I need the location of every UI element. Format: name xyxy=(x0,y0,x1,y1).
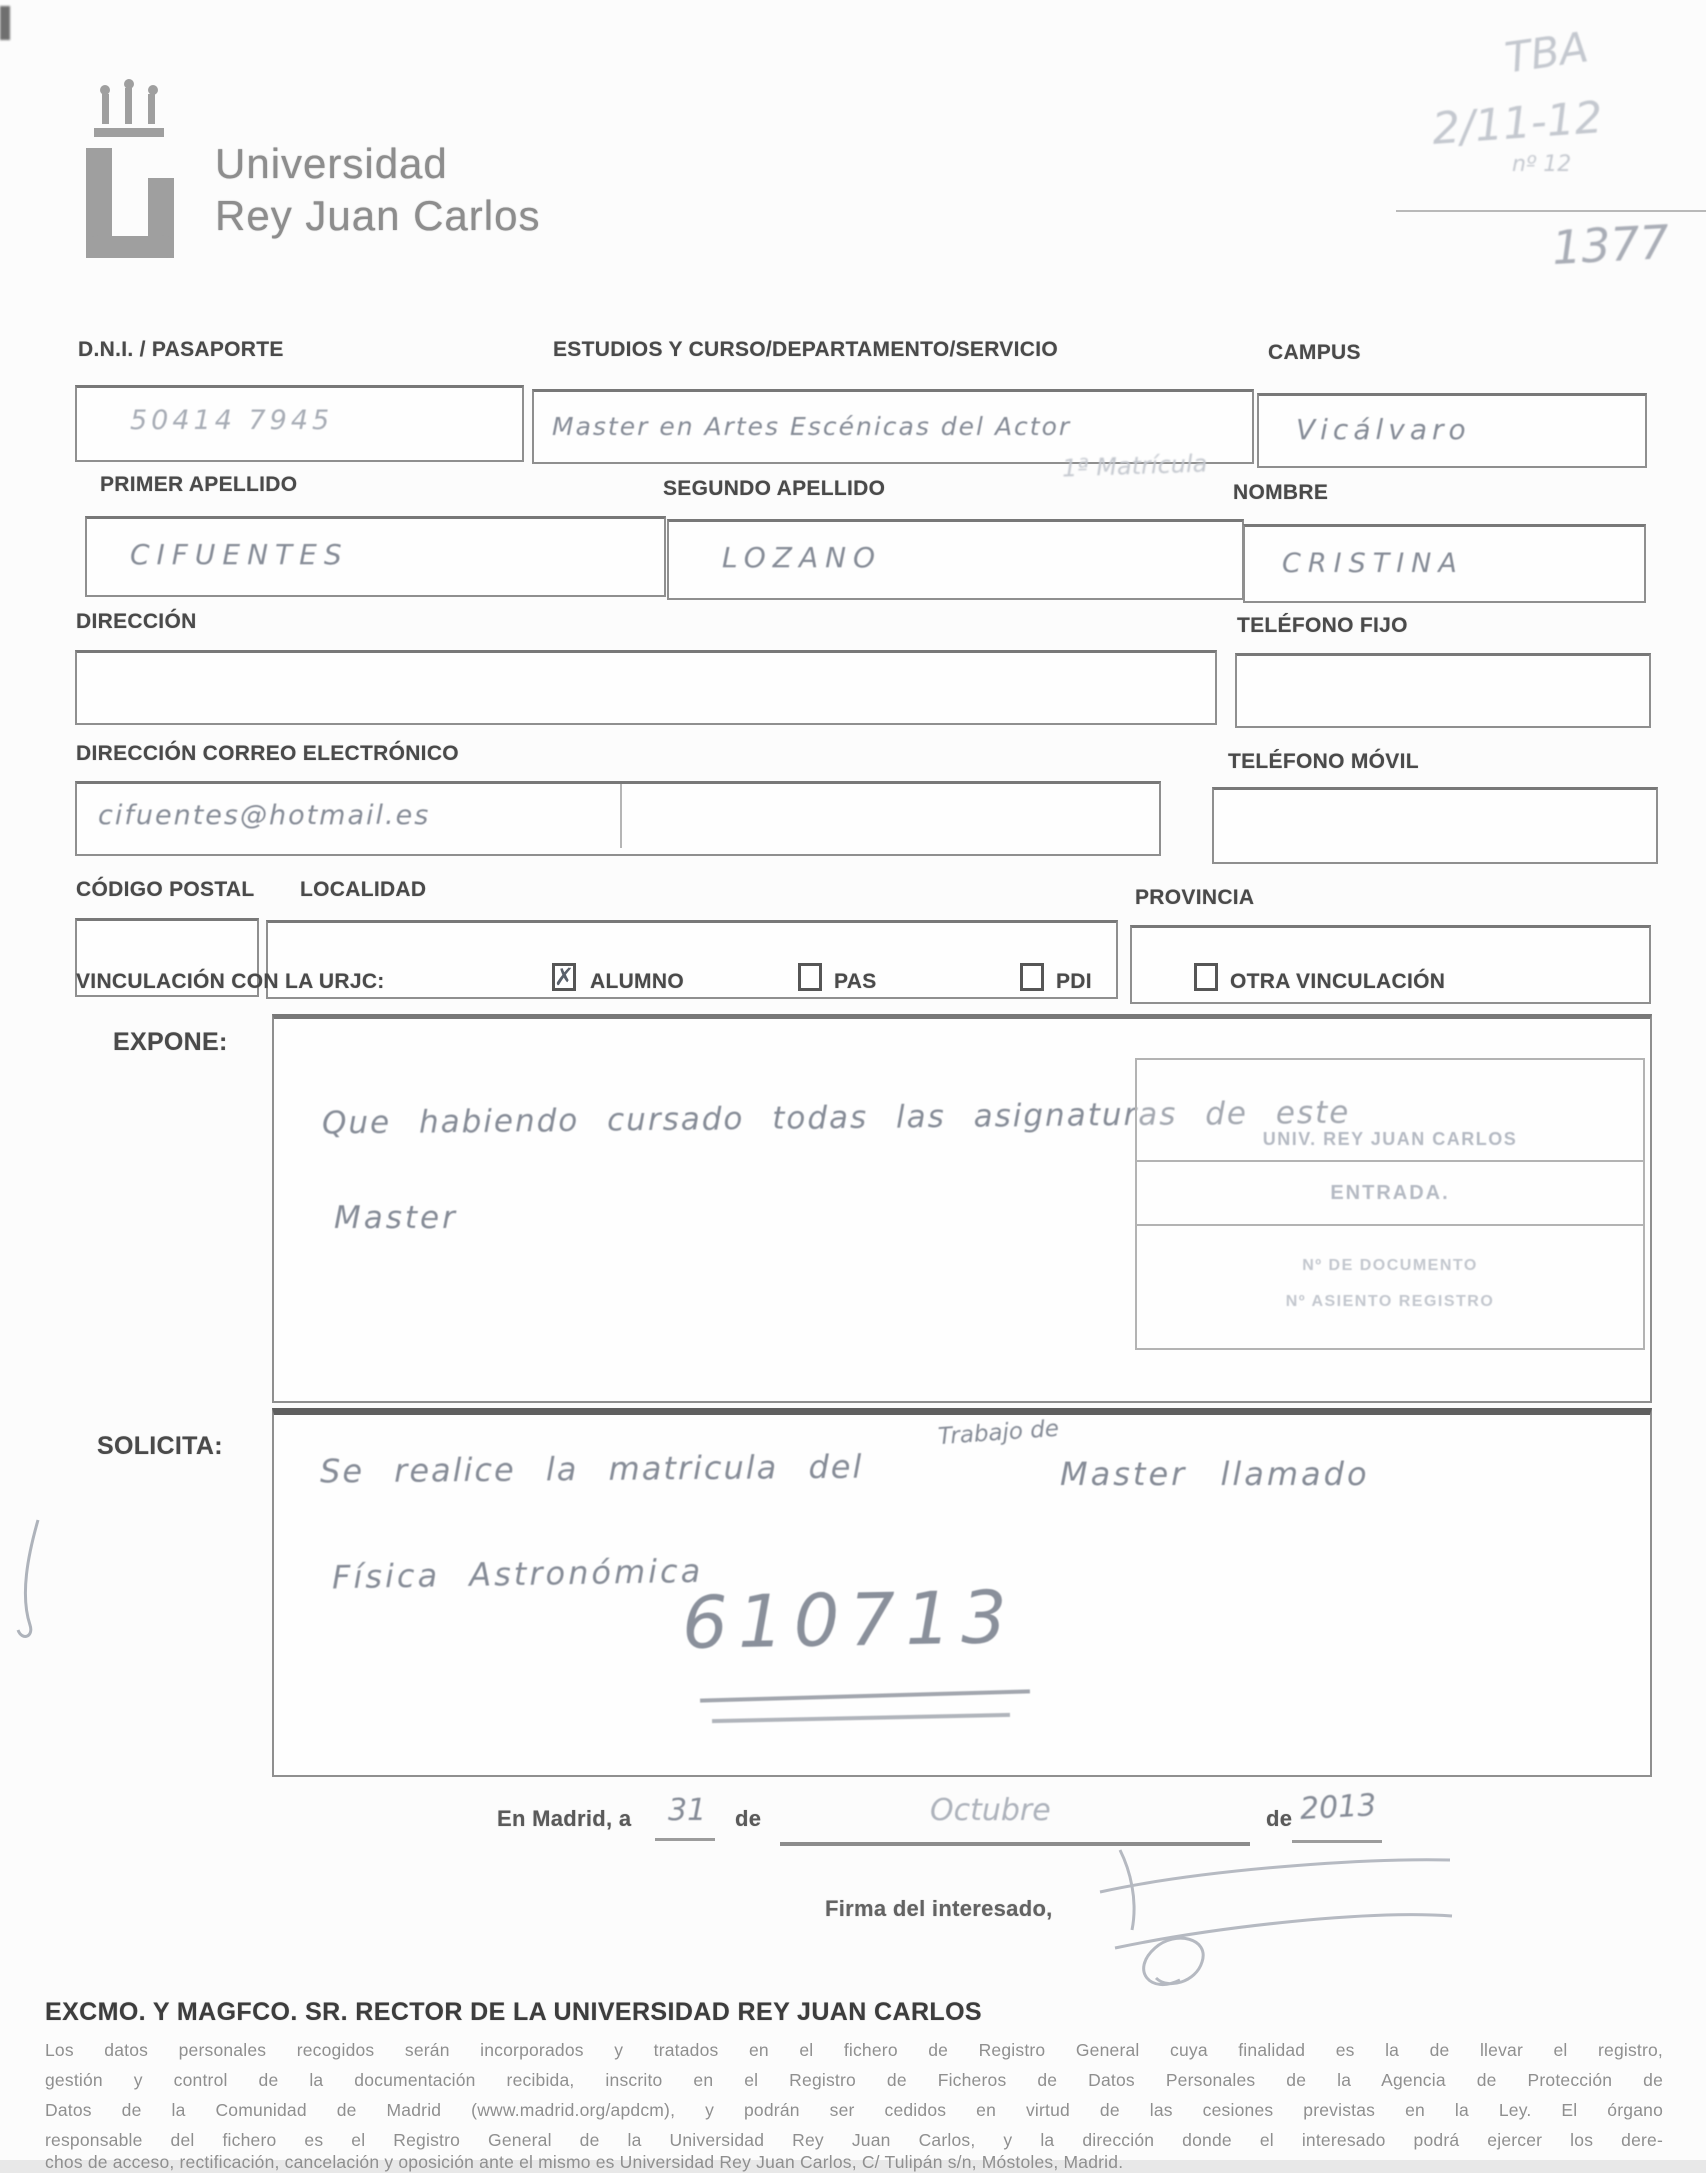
email-value: cifuentes@hotmail.es xyxy=(98,800,431,831)
footer-heading: EXCMO. Y MAGFCO. SR. RECTOR DE LA UNIVERSIDAD REY JUAN CARLOS xyxy=(45,1998,983,2026)
urjc-logo-icon xyxy=(72,78,192,263)
footer-line-4: responsable del fichero es el Registro General de la Universidad Rey Juan Carlos, y la dirección donde el interesado podrá ejercer los dere- xyxy=(45,2130,1663,2150)
expone-line1: Que habiendo cursado todas las asignaturas de este xyxy=(321,1094,1351,1142)
dni-value: 50414 7945 xyxy=(130,405,334,436)
tel-fijo-label: TELÉFONO FIJO xyxy=(1237,614,1408,637)
solicita-codigo: 610713 xyxy=(681,1575,1018,1665)
primer-apellido-label: PRIMER APELLIDO xyxy=(100,473,298,496)
signature xyxy=(1060,1830,1460,2010)
campus-value: Vicálvaro xyxy=(1296,413,1471,446)
checkbox-alumno[interactable] xyxy=(552,963,576,991)
footer-line-5: chos de acceso, rectificación, cancelación y oposición ante el mismo es Universidad Rey Juan Carlos, C/ Tulipán s/n, Móstoles, Madrid. xyxy=(45,2152,1124,2172)
estudios-label: ESTUDIOS Y CURSO/DEPARTAMENTO/SERVICIO xyxy=(553,338,1058,361)
checkbox-alumno-label: ALUMNO xyxy=(590,970,684,993)
tel-movil-label: TELÉFONO MÓVIL xyxy=(1228,750,1419,773)
footer-line-1: Los datos personales recogidos serán incorporados y tratados en el fichero de Registro General cuya finalidad es la de llevar el registro, xyxy=(45,2040,1663,2060)
brand-line1: Universidad xyxy=(215,140,448,187)
date-de2: de xyxy=(1266,1806,1293,1831)
stamp-registry-number: Nº ASIENTO REGISTRO xyxy=(1285,1293,1495,1310)
solicita-insert-note: Trabajo de xyxy=(937,1415,1060,1451)
date-year: 2013 xyxy=(1299,1788,1378,1827)
pencil-note-1: TBA xyxy=(1501,22,1592,83)
vinculacion-label: VINCULACIÓN CON LA URJC: xyxy=(76,970,385,993)
email-inner-divider xyxy=(620,784,622,848)
pencil-note-3: nº 12 xyxy=(1512,152,1572,177)
segundo-apellido-label: SEGUNDO APELLIDO xyxy=(663,477,886,500)
brand-name xyxy=(215,138,540,242)
expone-line2: Master xyxy=(334,1200,458,1236)
nombre-pencil-note: 1ª Matrícula xyxy=(1061,449,1208,483)
checkbox-pdi[interactable] xyxy=(1020,963,1044,991)
estudios-value: Master en Artes Escénicas del Actor xyxy=(552,412,1072,441)
email-label: DIRECCIÓN CORREO ELECTRÓNICO xyxy=(76,742,459,765)
date-day-underline xyxy=(655,1838,715,1841)
tel-movil-field[interactable] xyxy=(1212,787,1658,864)
solicita-line2: Física Astronómica xyxy=(331,1551,704,1597)
date-prefix: En Madrid, a xyxy=(497,1806,632,1831)
direccion-label: DIRECCIÓN xyxy=(76,610,197,633)
expone-label: EXPONE: xyxy=(113,1028,228,1056)
provincia-label: PROVINCIA xyxy=(1135,886,1255,909)
nombre-value: CRISTINA xyxy=(1282,548,1464,579)
pencil-note-2: 2/11-12 xyxy=(1430,92,1605,155)
scan-artifact xyxy=(0,6,10,40)
stamp-entrada: ENTRADA. xyxy=(1330,1181,1450,1204)
footer-line-3: Datos de la Comunidad de Madrid (www.madrid.org/apdcm), y podrán ser cedidos en virtud de las cesiones previstas en la Ley. El órgano xyxy=(45,2100,1663,2120)
dni-label: D.N.I. / PASAPORTE xyxy=(78,338,284,361)
segundo-apellido-value: LOZANO xyxy=(722,541,883,574)
checkbox-pas[interactable] xyxy=(798,963,822,991)
nombre-label: NOMBRE xyxy=(1233,481,1329,504)
primer-apellido-value: CIFUENTES xyxy=(130,538,349,571)
cp-label: CÓDIGO POSTAL xyxy=(76,878,255,901)
pencil-number: 1377 xyxy=(1550,214,1671,276)
pencil-rule xyxy=(1396,210,1706,212)
checkbox-pas-label: PAS xyxy=(834,970,877,993)
date-day: 31 xyxy=(668,1793,707,1828)
solicita-line1a: Se realice la matricula del xyxy=(319,1447,864,1491)
footer-line-2: gestión y control de la documentación recibida, inscrito en el Registro de Ficheros de Datos Personales de la Agencia de Protección de xyxy=(45,2070,1663,2090)
solicita-label: SOLICITA: xyxy=(97,1432,223,1460)
firma-label: Firma del interesado, xyxy=(825,1896,1053,1921)
stamp-university: UNIV. REY JUAN CARLOS xyxy=(1262,1129,1518,1149)
date-de1: de xyxy=(735,1806,762,1831)
solicita-line1b: Master llamado xyxy=(1060,1455,1370,1493)
campus-label: CAMPUS xyxy=(1268,341,1361,364)
brand-line2: Rey Juan Carlos xyxy=(215,192,541,239)
direccion-field[interactable] xyxy=(75,650,1217,725)
pen-mark xyxy=(8,1515,58,1645)
tel-fijo-field[interactable] xyxy=(1235,653,1651,728)
date-month: Octubre xyxy=(930,1793,1051,1828)
checkbox-pdi-label: PDI xyxy=(1056,970,1092,993)
localidad-label: LOCALIDAD xyxy=(300,878,427,901)
checkbox-otra-label: OTRA VINCULACIÓN xyxy=(1230,970,1446,993)
checkbox-alumno-mark: ✗ xyxy=(553,963,575,991)
registry-stamp xyxy=(1135,1058,1645,1350)
checkbox-otra[interactable] xyxy=(1194,963,1218,991)
stamp-doc-number: Nº DE DOCUMENTO xyxy=(1302,1257,1478,1274)
localidad-field[interactable] xyxy=(266,920,1118,999)
